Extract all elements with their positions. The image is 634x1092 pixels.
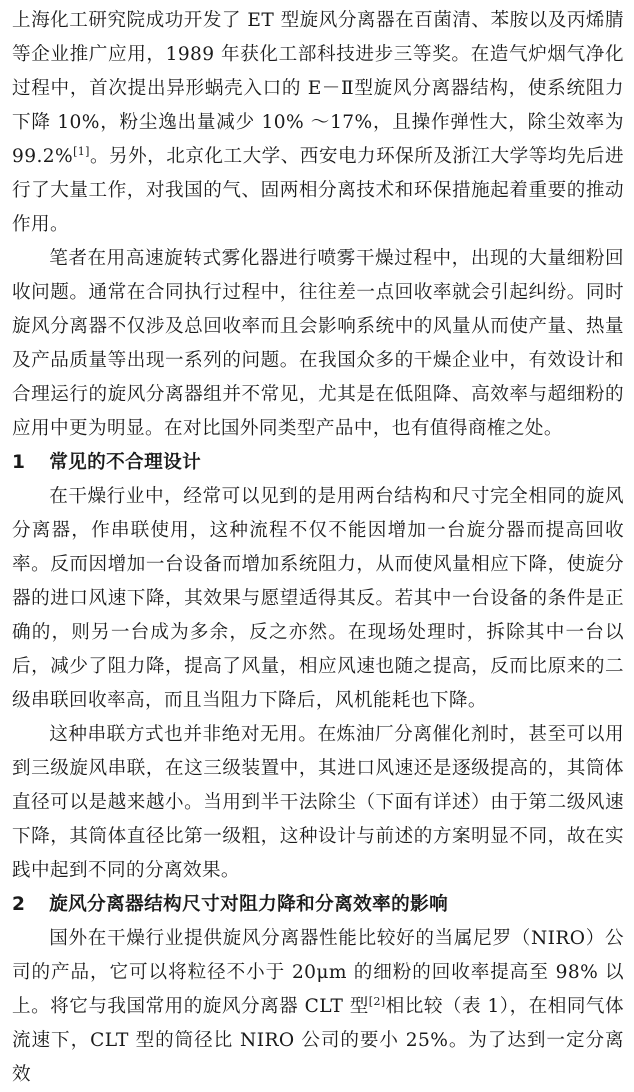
paragraph-author-note: 笔者在用高速旋转式雾化器进行喷雾干燥过程中，出现的大量细粉回收问题。通常在合同执行过程中，往往差一点回收率就会引起纠纷。同时旋风分离器不仅涉及总回收率而且会影响系统中的风量从而使产量、热量及产品质量等出现一系列的问题。在我国众多的干燥企业中，有效设计和合理运行的旋风分离器组并不常见，尤其是在低阻降、高效率与超细粉的应用中更为明显。在对比国外同类型产品中，也有值得商榷之处。: [12, 248, 624, 439]
section-heading-1: [12, 446, 624, 480]
section-number: 2: [12, 894, 26, 915]
section-title: 旋风分离器结构尺寸对阻力降和分离效率的影响: [49, 894, 449, 915]
citation-ref: [2]: [368, 994, 386, 1008]
paragraph-text: 。另外，北京化工大学、西安电力环保所及浙江大学等均先后进行了大量工作，对我国的气、固两相分离技术和环保措施起着重要的推动作用。: [12, 146, 624, 235]
paragraph-text: 相比较（表 1），在相同气体流速下，CLT 型的筒径比 NIRO 公司的要小 25%。为了达到一定分离效: [12, 996, 624, 1085]
paragraph-series-design: 在干燥行业中，经常可以见到的是用两台结构和尺寸完全相同的旋风分离器，作串联使用，这种流程不仅不能因增加一台旋分器而提高回收率。反而因增加一台设备而增加系统阻力，从而使风量相应下降，使旋分器的进口风速下降，其效果与愿望适得其反。若其中一台设备的条件是正确的，则另一台成为多余，反之亦然。在现场处理时，拆除其中一台以后，减少了阻力降，提高了风量，相应风速也随之提高，反而比原来的二级串联回收率高，而且当阻力下降后，风机能耗也下降。: [12, 486, 624, 711]
paragraph-niro-comparison: [12, 922, 624, 1092]
paragraph-series-use: 这种串联方式也并非绝对无用。在炼油厂分离催化剂时，甚至可以用到三级旋风串联，在这三级装置中，其进口风速还是逐级提高的，其筒体直径可以是越来越小。当用到半干法除尘（下面有详述）由于第二级风速下降，其筒体直径比第一级粗，这种设计与前述的方案明显不同，故在实践中起到不同的分离效果。: [12, 724, 624, 881]
section-title: 常见的不合理设计: [49, 452, 202, 473]
paragraph-intro-continued: [12, 4, 624, 242]
section-heading-2: [12, 888, 624, 922]
section-number: 1: [12, 452, 26, 473]
citation-ref: [1]: [73, 144, 90, 158]
paragraph-text: 上海化工研究院成功开发了 ET 型旋风分离器在百菌清、苯胺以及丙烯腈等企业推广应用，1989 年获化工部科技进步三等奖。在造气炉烟气净化过程中，首次提出异形蜗壳入口的 E－Ⅱ型旋风分离器结构，使系统阻力下降 10%，粉尘逸出量减少 10% ～17%，且操作弹性大，除尘效率为 99.2%: [12, 10, 624, 167]
paragraph-text: 国外在干燥行业提供旋风分离器性能比较好的当属尼罗（NIRO）公司的产品，它可以将粒径不小于 20μm 的细粉的回收率提高至 98% 以上。将它与我国常用的旋风分离器 CLT 型: [12, 928, 624, 1017]
